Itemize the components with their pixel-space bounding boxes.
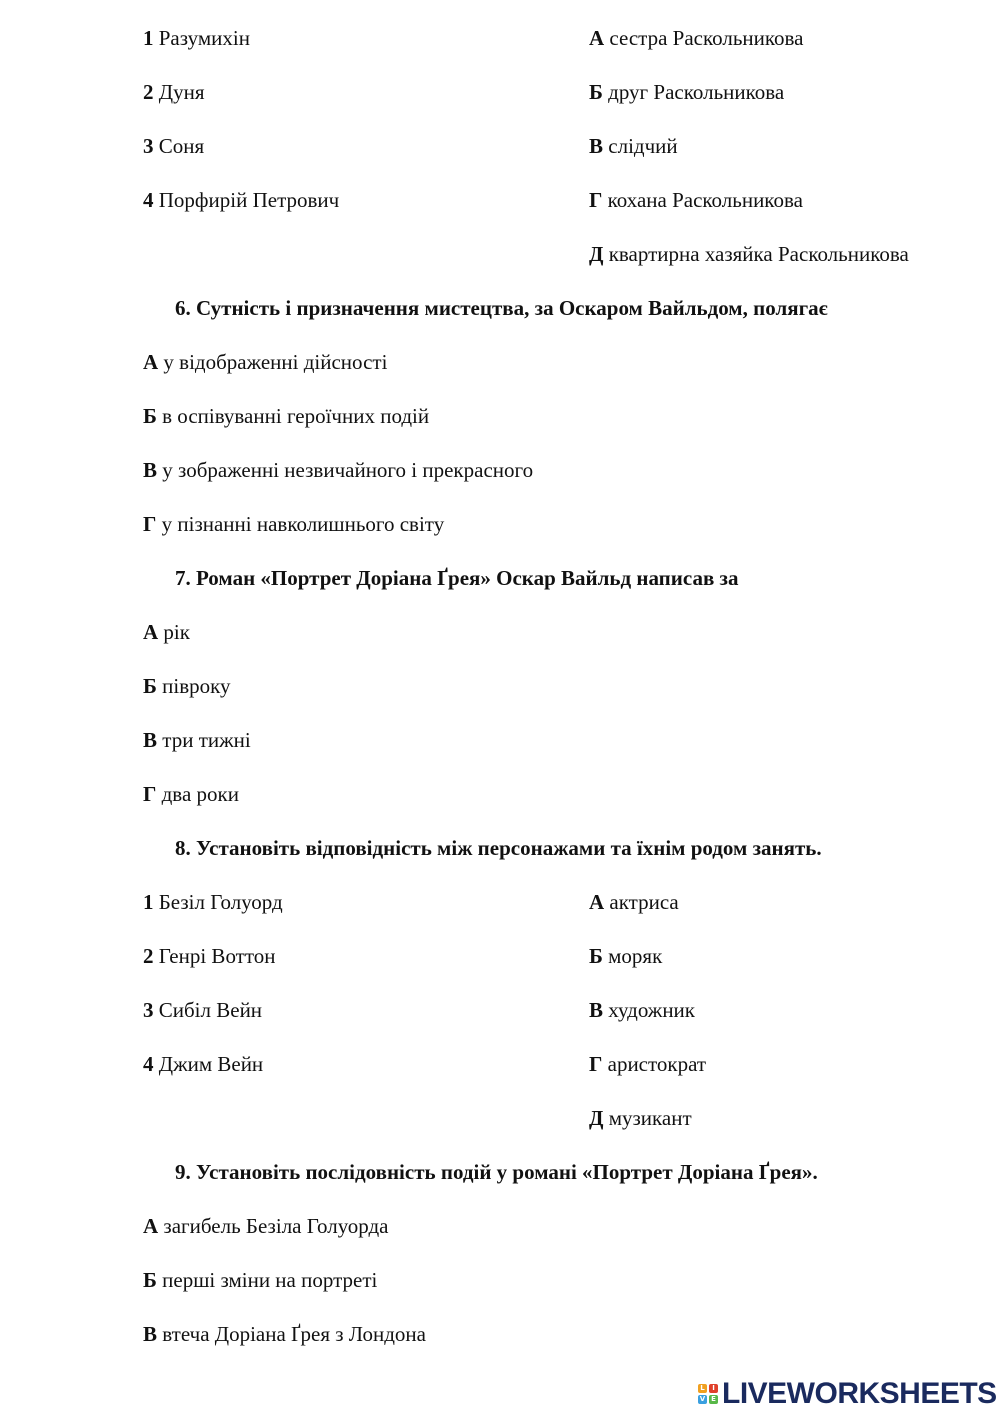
logo-mark-cell: L — [698, 1384, 707, 1393]
q6-option: А у відображенні дійсності — [143, 350, 388, 374]
q8-right-item: Д музикант — [589, 1106, 692, 1130]
task5-left-item: 2 Дуня — [143, 80, 205, 104]
q7-option: Б півроку — [143, 674, 231, 698]
logo-mark-cell: I — [709, 1384, 718, 1393]
q8-left-item: 4 Джим Вейн — [143, 1052, 264, 1076]
task5-right-item: Г кохана Раскольникова — [589, 188, 803, 212]
q9-option: В втеча Доріана Ґрея з Лондона — [143, 1322, 426, 1346]
q7-option: Г два роки — [143, 782, 239, 806]
q8-left-item: 2 Генрі Воттон — [143, 944, 276, 968]
logo-mark-cell: V — [699, 1395, 706, 1403]
liveworksheets-logo-icon — [698, 1384, 718, 1404]
liveworksheets-logo-text: LIVEWORKSHEETS — [722, 1377, 997, 1410]
q8-right-item: В художник — [589, 998, 695, 1022]
task5-left-item: 3 Соня — [143, 134, 205, 158]
q6-option: Б в оспівуванні героїчних подій — [143, 404, 430, 428]
question-8-title: 8. Установіть відповідність між персонажами та їхнім родом занять. — [175, 836, 822, 860]
question-9-title: 9. Установіть послідовність подій у романі «Портрет Доріана Ґрея». — [175, 1160, 818, 1184]
q7-option: В три тижні — [143, 728, 251, 752]
q9-option: А загибель Безіла Голуорда — [143, 1214, 389, 1238]
liveworksheets-logo — [698, 1376, 997, 1412]
task5-right-item: Б друг Раскольникова — [589, 80, 785, 104]
q8-right-item: Б моряк — [589, 944, 663, 968]
task5-right-item: В слідчий — [589, 134, 678, 158]
q7-option: А рік — [143, 620, 190, 644]
task5-left-item: 4 Порфирій Петрович — [143, 188, 340, 212]
q8-right-item: Г аристократ — [589, 1052, 707, 1076]
logo-mark-cell: E — [709, 1395, 718, 1404]
task5-right-item: Д квартирна хазяйка Раскольникова — [589, 242, 909, 266]
q6-option: В у зображенні незвичайного і прекрасного — [143, 458, 534, 482]
q9-option: Б перші зміни на портреті — [143, 1268, 378, 1292]
question-6-title: 6. Сутність і призначення мистецтва, за Оскаром Вайльдом, полягає — [175, 296, 828, 320]
q8-right-item: А актриса — [589, 890, 679, 914]
q6-option: Г у пізнанні навколишнього світу — [143, 512, 445, 536]
question-7-title: 7. Роман «Портрет Доріана Ґрея» Оскар Вайльд написав за — [175, 566, 739, 590]
q8-left-item: 3 Сибіл Вейн — [143, 998, 263, 1022]
task5-right-item: А сестра Раскольникова — [589, 26, 804, 50]
task5-left-item: 1 Разумихін — [143, 26, 250, 50]
q8-left-item: 1 Безіл Голуорд — [143, 890, 283, 914]
